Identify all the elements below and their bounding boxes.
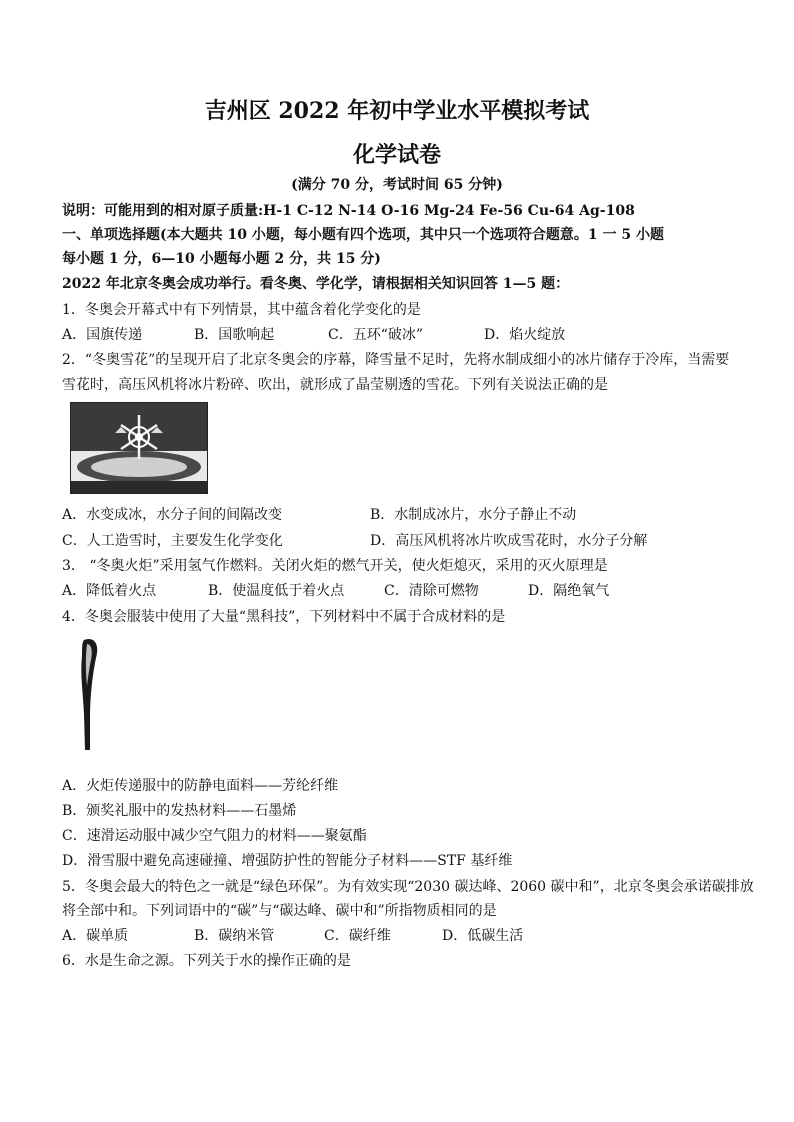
q1-option-a: A．国旗传递	[62, 327, 143, 343]
q6-stem: 6．水是生命之源。下列关于水的操作正确的是	[62, 953, 351, 969]
torch-image	[74, 634, 104, 754]
q2-stem-line-1: 2．“冬奥雪花”的呈现开启了北京冬奥会的序幕，降雪量不足时，先将水制成细小的冰片储存于冷库，当需要	[62, 352, 730, 368]
section-heading-line-2: 每小题 1 分，6—10 小题每小题 2 分，共 15 分)	[62, 251, 381, 267]
q2-option-d: D．高压风机将冰片吹成雪花时，水分子分解	[370, 533, 648, 549]
q4-option-a: A．火炬传递服中的防静电面料——芳纶纤维	[62, 778, 339, 794]
q4-option-d: D．滑雪服中避免高速碰撞、增强防护性的智能分子材料——STF 基纤维	[62, 853, 513, 869]
q5-option-d: D．低碳生活	[442, 928, 524, 944]
q3-option-c: C．清除可燃物	[384, 583, 479, 599]
q3-option-a: A．降低着火点	[62, 583, 157, 599]
exam-info: (满分 70 分，考试时间 65 分钟)	[291, 177, 503, 193]
q3-option-d: D．隔绝氧气	[528, 583, 610, 599]
section-heading-line-1: 一、单项选择题(本大题共 10 小题，每小题有四个选项，其中只一个选项符合题意。1 一 5 小题	[62, 227, 664, 243]
q3-stem: 3． “冬奥火炬”采用氢气作燃料。关闭火炬的燃气开关，使火炬熄灭，采用的灭火原理是	[62, 558, 608, 574]
q4-option-c: C．速滑运动服中减少空气阻力的材料——聚氨酯	[62, 828, 367, 844]
q3-option-b: B．使温度低于着火点	[208, 583, 345, 599]
atomic-mass-note: 说明：可能用到的相对原子质量:H-1 C-12 N-14 O-16 Mg-24 Fe-56 Cu-64 Ag-108	[62, 203, 635, 219]
exam-title: 吉州区 2022 年初中学业水平模拟考试	[204, 98, 590, 124]
q4-option-b: B．颁奖礼服中的发热材料——石墨烯	[62, 803, 297, 819]
q5-option-b: B．碳纳米管	[194, 928, 275, 944]
q2-stem-line-2: 雪花时，高压风机将冰片粉碎、吹出，就形成了晶莹剔透的雪花。下列有关说法正确的是	[62, 377, 608, 393]
q5-option-a: A．碳单质	[62, 928, 129, 944]
q2-option-a: A．水变成冰，水分子间的间隔改变	[62, 507, 283, 523]
q5-option-c: C．碳纤维	[324, 928, 391, 944]
q2-option-b: B．水制成冰片，水分子静止不动	[370, 507, 577, 523]
q5-stem-line-2: 将全部中和。下列词语中的“碳”与“碳达峰、碳中和”所指物质相同的是	[62, 903, 497, 919]
snowflake-stage-illustration	[71, 403, 207, 493]
q1-stem: 1．冬奥会开幕式中有下列情景，其中蕴含着化学变化的是	[62, 302, 421, 318]
exam-subtitle: 化学试卷	[352, 142, 441, 168]
snowflake-image	[70, 402, 208, 494]
q4-stem: 4．冬奥会服装中使用了大量“黑科技”，下列材料中不属于合成材料的是	[62, 609, 506, 625]
q1-option-b: B．国歌响起	[194, 327, 275, 343]
torch-illustration	[74, 634, 104, 754]
question-context: 2022 年北京冬奥会成功举行。看冬奥、学化学，请根据相关知识回答 1—5 题：	[62, 276, 570, 292]
q1-option-d: D．焰火绽放	[484, 327, 566, 343]
q5-stem-line-1: 5．冬奥会最大的特色之一就是“绿色环保”。为有效实现“2030 碳达峰、2060 碳中和”，北京冬奥会承诺碳排放	[62, 879, 754, 895]
q1-option-c: C．五环“破冰”	[328, 327, 424, 343]
q2-option-c: C．人工造雪时，主要发生化学变化	[62, 533, 283, 549]
